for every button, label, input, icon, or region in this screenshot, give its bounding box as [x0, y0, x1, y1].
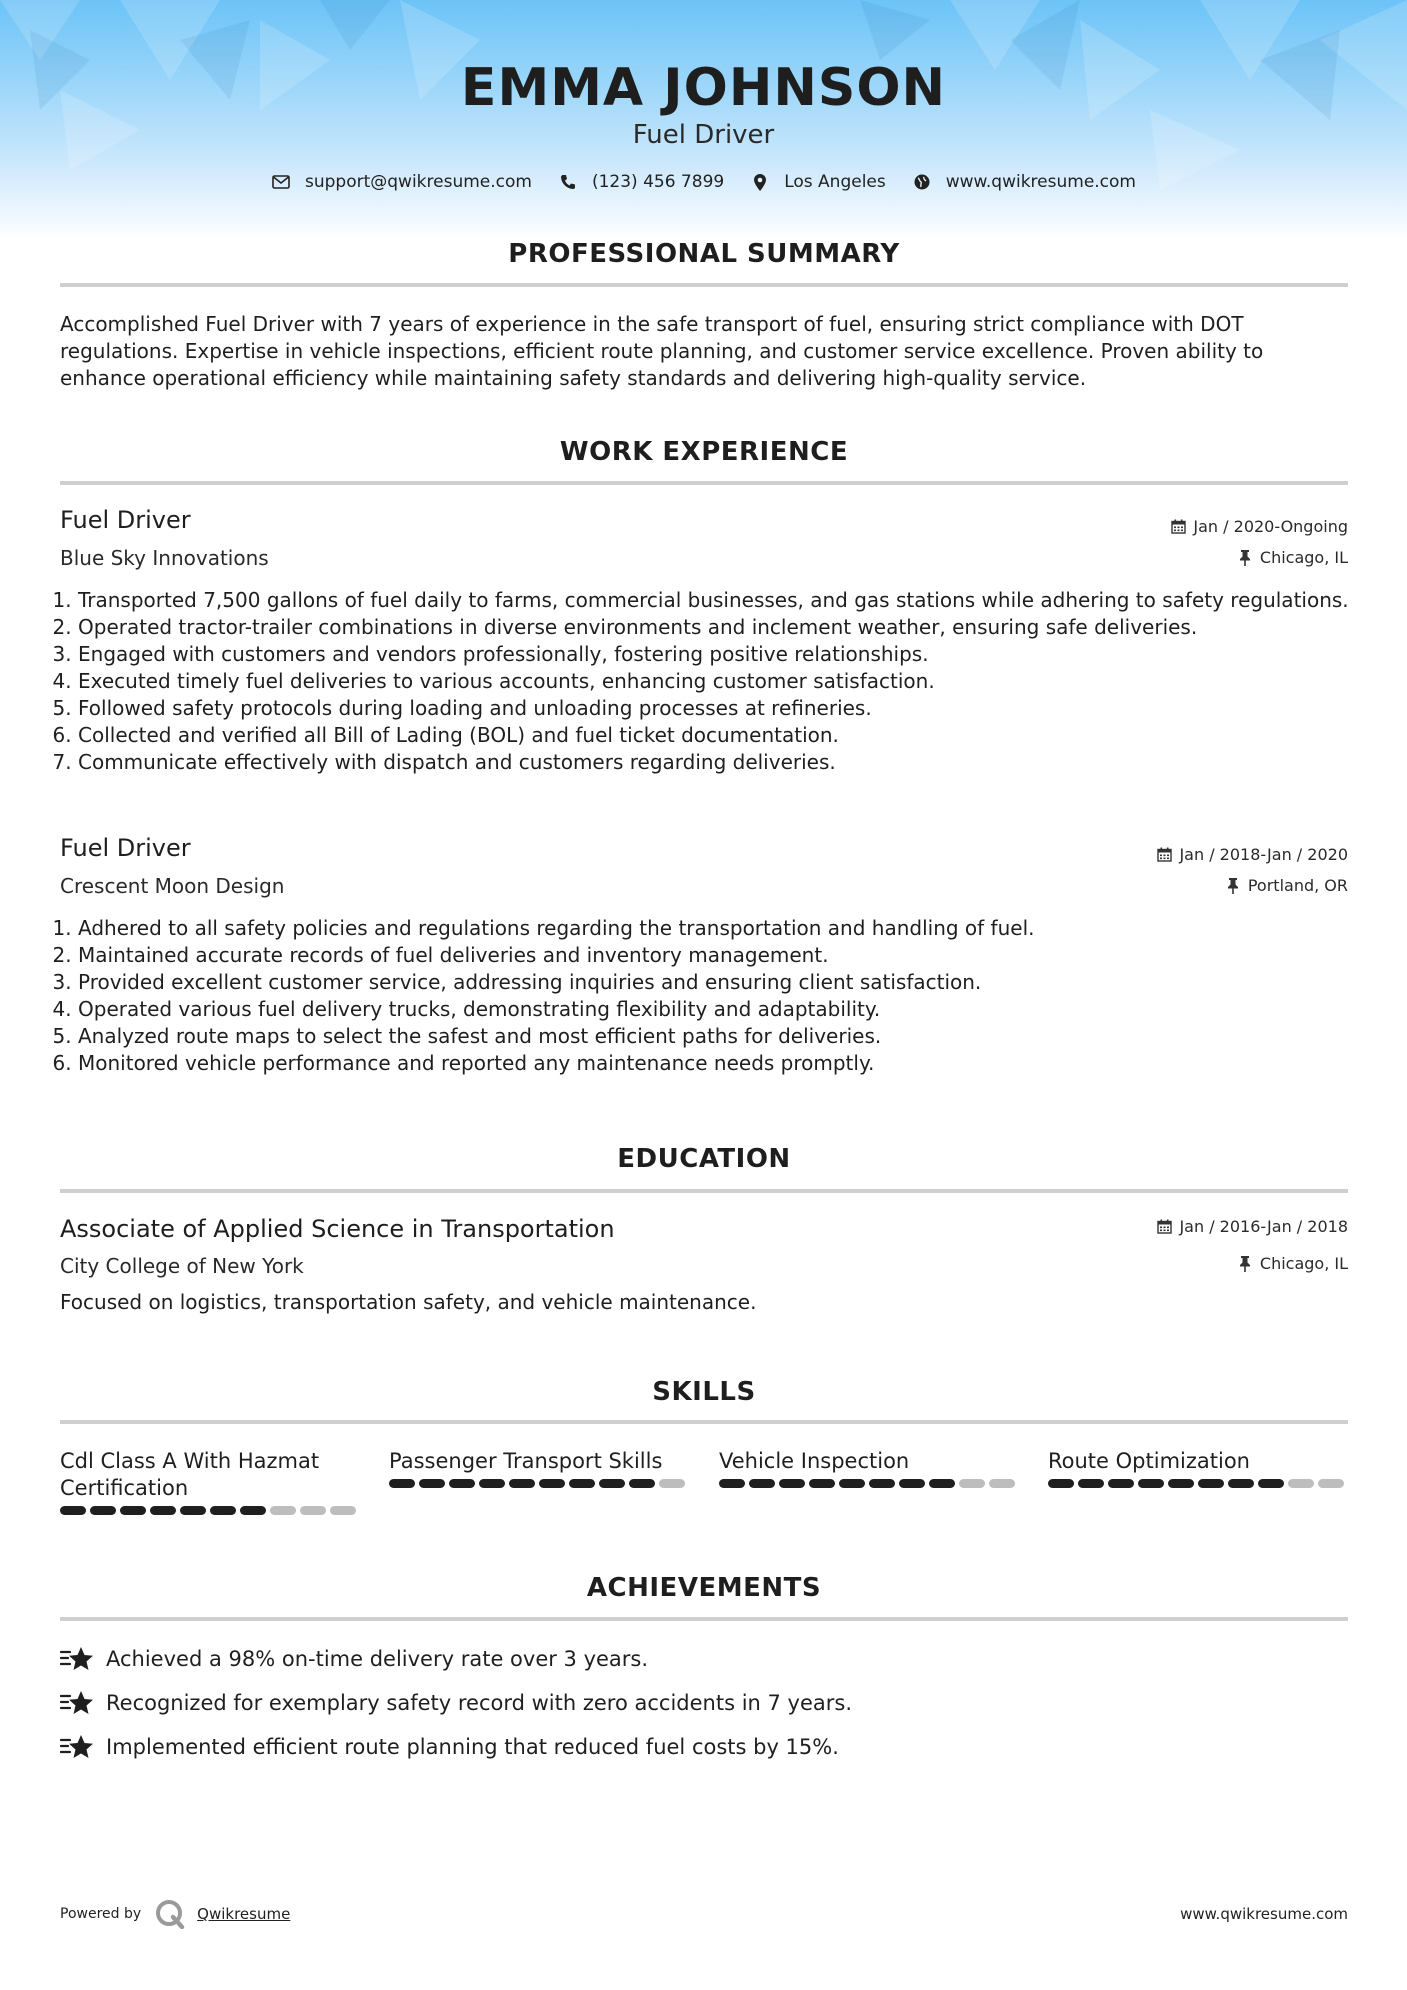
rating-segment-filled — [779, 1479, 805, 1488]
job-bullets — [60, 915, 1366, 1077]
summary-heading: PROFESSIONAL SUMMARY — [508, 239, 900, 269]
job-company: Crescent Moon Design — [60, 874, 285, 898]
job-location — [1236, 548, 1348, 567]
skill-rating — [60, 1506, 360, 1515]
job-title: Fuel Driver — [60, 506, 191, 534]
list-item: 3. Provided excellent customer service, addressing inquiries and ensuring client satisfaction. — [78, 969, 1366, 996]
rating-segment-filled — [210, 1506, 236, 1515]
skill-item — [389, 1448, 689, 1488]
school-name: City College of New York — [60, 1254, 304, 1278]
section-divider — [60, 1189, 1348, 1193]
rating-segment-filled — [719, 1479, 745, 1488]
location-text: Chicago, IL — [1259, 1254, 1348, 1273]
rating-segment-filled — [1198, 1479, 1224, 1488]
list-item: 4. Operated various fuel delivery trucks, demonstrating flexibility and adaptability. — [78, 996, 1366, 1023]
email-text: support@qwikresume.com — [305, 172, 532, 192]
qwikresume-link[interactable]: Qwikresume — [197, 1905, 291, 1923]
skill-rating — [389, 1479, 689, 1488]
rating-segment-filled — [479, 1479, 505, 1488]
achievement-item — [60, 1644, 648, 1674]
job-dates — [1155, 845, 1348, 864]
job-title: Fuel Driver — [60, 834, 191, 862]
rating-segment-empty — [1318, 1479, 1344, 1488]
achievement-item — [60, 1732, 839, 1762]
degree-title: Associate of Applied Science in Transportation — [60, 1215, 615, 1243]
contact-email[interactable] — [271, 172, 532, 192]
skill-label: Vehicle Inspection — [719, 1449, 910, 1473]
shooting-star-icon — [60, 1644, 94, 1674]
rating-segment-filled — [809, 1479, 835, 1488]
section-divider — [60, 1420, 1348, 1424]
location-text: Portland, OR — [1247, 876, 1348, 895]
education-description: Focused on logistics, transportation safety, and vehicle maintenance. — [60, 1290, 757, 1314]
dates-text: Jan / 2016-Jan / 2018 — [1179, 1217, 1348, 1236]
education-dates — [1155, 1217, 1348, 1236]
summary-text: Accomplished Fuel Driver with 7 years of experience in the safe transport of fuel, ensuring strict compliance with DOT regulations. Expertise in vehicle inspections, efficient route planning, and customer service excellence. Proven ability to enhance operational efficiency while maintaining safety standards and delivering high-quality service. — [60, 312, 1264, 390]
list-item: 1. Transported 7,500 gallons of fuel daily to farms, commercial businesses, and gas stations while adhering to safety regulations. — [78, 587, 1366, 614]
rating-segment-filled — [60, 1506, 86, 1515]
rating-segment-filled — [1228, 1479, 1254, 1488]
pushpin-icon — [1224, 877, 1242, 895]
candidate-role: Fuel Driver — [632, 120, 775, 150]
rating-segment-filled — [150, 1506, 176, 1515]
skills-heading: SKILLS — [652, 1377, 756, 1407]
contact-phone[interactable] — [558, 172, 724, 192]
rating-segment-filled — [449, 1479, 475, 1488]
list-item: 1. Adhered to all safety policies and regulations regarding the transportation and handling of fuel. — [78, 915, 1366, 942]
rating-segment-filled — [419, 1479, 445, 1488]
rating-segment-filled — [869, 1479, 895, 1488]
rating-segment-filled — [569, 1479, 595, 1488]
pushpin-icon — [1236, 1255, 1254, 1273]
rating-segment-filled — [839, 1479, 865, 1488]
rating-segment-filled — [1138, 1479, 1164, 1488]
rating-segment-filled — [90, 1506, 116, 1515]
rating-segment-empty — [989, 1479, 1015, 1488]
rating-segment-empty — [1288, 1479, 1314, 1488]
rating-segment-filled — [749, 1479, 775, 1488]
section-divider — [60, 481, 1348, 485]
skill-item — [719, 1448, 1019, 1488]
rating-segment-empty — [270, 1506, 296, 1515]
rating-segment-filled — [929, 1479, 955, 1488]
dates-text: Jan / 2018-Jan / 2020 — [1179, 845, 1348, 864]
dates-text: Jan / 2020-Ongoing — [1193, 517, 1348, 536]
contact-location — [750, 172, 886, 192]
job-dates — [1169, 517, 1348, 536]
skill-label: Route Optimization — [1048, 1449, 1250, 1473]
footer-branding — [60, 1899, 290, 1929]
list-item: 7. Communicate effectively with dispatch and customers regarding deliveries. — [78, 749, 1366, 776]
candidate-name: EMMA JOHNSON — [460, 58, 947, 118]
rating-segment-empty — [330, 1506, 356, 1515]
skill-item — [1048, 1448, 1348, 1488]
achievement-text: Recognized for exemplary safety record with zero accidents in 7 years. — [106, 1691, 853, 1715]
list-item: 3. Engaged with customers and vendors professionally, fostering positive relationships. — [78, 641, 1366, 668]
rating-segment-empty — [959, 1479, 985, 1488]
rating-segment-empty — [659, 1479, 685, 1488]
list-item: 5. Analyzed route maps to select the safest and most efficient paths for deliveries. — [78, 1023, 1366, 1050]
job-bullets — [60, 587, 1366, 776]
list-item: 4. Executed timely fuel deliveries to various accounts, enhancing customer satisfaction. — [78, 668, 1366, 695]
location-text: Chicago, IL — [1259, 548, 1348, 567]
list-item: 6. Monitored vehicle performance and reported any maintenance needs promptly. — [78, 1050, 1366, 1077]
rating-segment-filled — [120, 1506, 146, 1515]
list-item: 2. Maintained accurate records of fuel deliveries and inventory management. — [78, 942, 1366, 969]
section-divider — [60, 1617, 1348, 1621]
education-heading: EDUCATION — [617, 1144, 791, 1174]
achievement-item — [60, 1688, 852, 1718]
shooting-star-icon — [60, 1732, 94, 1762]
rating-segment-filled — [389, 1479, 415, 1488]
experience-heading: WORK EXPERIENCE — [559, 437, 849, 467]
phone-text: (123) 456 7899 — [591, 172, 725, 192]
calendar-icon — [1155, 846, 1173, 864]
achievement-text: Implemented efficient route planning that reduced fuel costs by 15%. — [106, 1735, 839, 1759]
achievements-heading: ACHIEVEMENTS — [586, 1573, 822, 1603]
skill-label: Passenger Transport Skills — [389, 1449, 663, 1473]
rating-segment-empty — [300, 1506, 326, 1515]
rating-segment-filled — [1168, 1479, 1194, 1488]
section-divider — [60, 283, 1348, 287]
rating-segment-filled — [1048, 1479, 1074, 1488]
list-item: 5. Followed safety protocols during loading and unloading processes at refineries. — [78, 695, 1366, 722]
skill-rating — [1048, 1479, 1348, 1488]
powered-by-text: Powered by — [60, 1906, 142, 1922]
pushpin-icon — [1236, 549, 1254, 567]
rating-segment-filled — [899, 1479, 925, 1488]
location-text: Los Angeles — [784, 172, 886, 192]
rating-segment-filled — [1078, 1479, 1104, 1488]
job-location — [1224, 876, 1348, 895]
calendar-icon — [1169, 518, 1187, 536]
achievement-text: Achieved a 98% on-time delivery rate over 3 years. — [106, 1647, 649, 1671]
skill-item — [60, 1448, 360, 1515]
rating-segment-filled — [539, 1479, 565, 1488]
rating-segment-filled — [1258, 1479, 1284, 1488]
envelope-icon — [271, 172, 291, 192]
phone-icon — [558, 172, 578, 192]
contact-website[interactable] — [912, 172, 1136, 192]
footer-website[interactable]: www.qwikresume.com — [1180, 1905, 1348, 1923]
rating-segment-filled — [599, 1479, 625, 1488]
skill-label: Cdl Class A With Hazmat Certification — [60, 1449, 320, 1500]
list-item: 2. Operated tractor-trailer combinations in diverse environments and inclement weather, ensuring safe deliveries. — [78, 614, 1366, 641]
list-item: 6. Collected and verified all Bill of Lading (BOL) and fuel ticket documentation. — [78, 722, 1366, 749]
calendar-icon — [1155, 1218, 1173, 1236]
education-location — [1236, 1254, 1348, 1273]
globe-icon — [912, 172, 932, 192]
contact-bar — [0, 172, 1407, 192]
rating-segment-filled — [509, 1479, 535, 1488]
job-company: Blue Sky Innovations — [60, 546, 269, 570]
rating-segment-filled — [1108, 1479, 1134, 1488]
map-marker-icon — [750, 172, 770, 192]
rating-segment-filled — [240, 1506, 266, 1515]
rating-segment-filled — [180, 1506, 206, 1515]
qwikresume-logo-icon — [155, 1899, 185, 1929]
shooting-star-icon — [60, 1688, 94, 1718]
rating-segment-filled — [629, 1479, 655, 1488]
skill-rating — [719, 1479, 1019, 1488]
website-text: www.qwikresume.com — [945, 172, 1136, 192]
